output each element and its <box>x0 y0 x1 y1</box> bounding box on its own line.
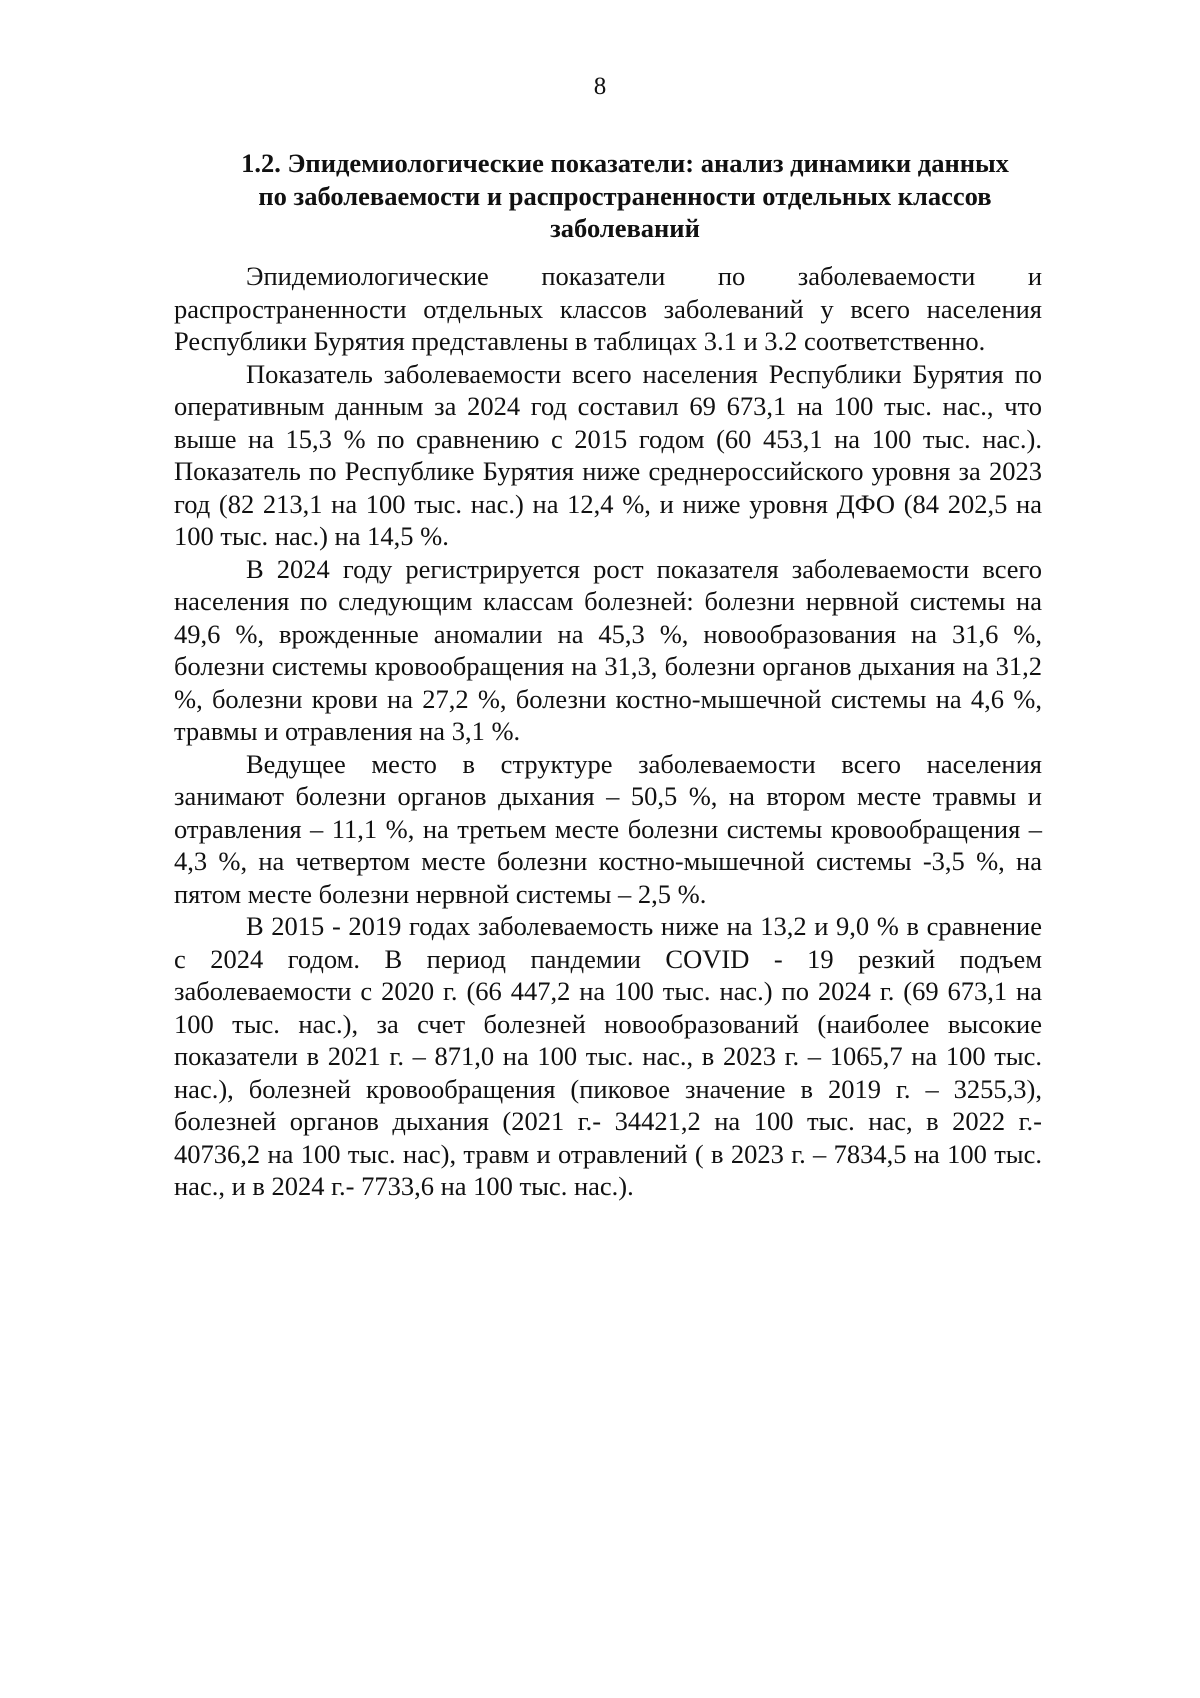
section-heading-line-3: заболеваний <box>550 213 700 243</box>
section-heading <box>210 147 1040 245</box>
paragraph-incidence-rate: Показатель заболеваемости всего населения Республики Бурятия по оперативным данным за 2024 год составил 69 673,1 на 100 тыс. нас., что выше на 15,3 % по сравнению с 2015 годом (60 453,1 на 100 тыс. нас.). Показатель по Республике Бурятия ниже среднероссийского уровня за 2023 год (82 213,1 на 100 тыс. нас.) на 12,4 %, и ниже уровня ДФО (84 202,5 на 100 тыс. нас.) на 14,5 %. <box>174 358 1042 551</box>
body-text <box>174 260 1042 1203</box>
page-number: 8 <box>593 73 607 100</box>
paragraph-intro: Эпидемиологические показатели по заболеваемости и распространенности отдельных классов заболеваний у всего населения Республики Бурятия представлены в таблицах 3.1 и 3.2 соответственно. <box>174 261 1042 356</box>
paragraph-structure: Ведущее место в структуре заболеваемости всего населения занимают болезни органов дыхания – 50,5 %, на втором месте травмы и отравления – 11,1 %, на третьем месте болезни системы кровообращения – 4,3 %, на четвертом месте болезни костно-мышечной системы -3,5 %, на пятом месте болезни нервной системы – 2,5 %. <box>174 748 1042 909</box>
paragraph-growth-by-class: В 2024 году регистрируется рост показателя заболеваемости всего населения по следующим классам болезней: болезни нервной системы на 49,6 %, врожденные аномалии на 45,3 %, новообразования на 31,6 %, болезни системы кровообращения на 31,3, болезни органов дыхания на 31,2 %, болезни крови на 27,2 %, болезни костно-мышечной системы на 4,6 %, травмы и отравления на 3,1 %. <box>174 553 1042 746</box>
paragraph-dynamics: В 2015 - 2019 годах заболеваемость ниже на 13,2 и 9,0 % в сравнение с 2024 годом. В период пандемии COVID - 19 резкий подъем заболеваемости с 2020 г. (66 447,2 на 100 тыс. нас.) по 2024 г. (69 673,1 на 100 тыс. нас.), за счет болезней новообразований (наиболее высокие показатели в 2021 г. – 871,0 на 100 тыс. нас., в 2023 г. – 1065,7 на 100 тыс. нас.), болезней кровообращения (пиковое значение в 2019 г. – 3255,3), болезней органов дыхания (2021 г.- 34421,2 на 100 тыс. нас, в 2022 г.- 40736,2 на 100 тыс. нас), травм и отравлений ( в 2023 г. – 7834,5 на 100 тыс. нас., и в 2024 г.- 7733,6 на 100 тыс. нас.). <box>174 911 1042 1201</box>
section-heading-line-2: по заболеваемости и распространенности отдельных классов <box>258 180 992 211</box>
section-heading-line-1: 1.2. Эпидемиологические показатели: анализ динамики данных <box>241 148 1009 178</box>
